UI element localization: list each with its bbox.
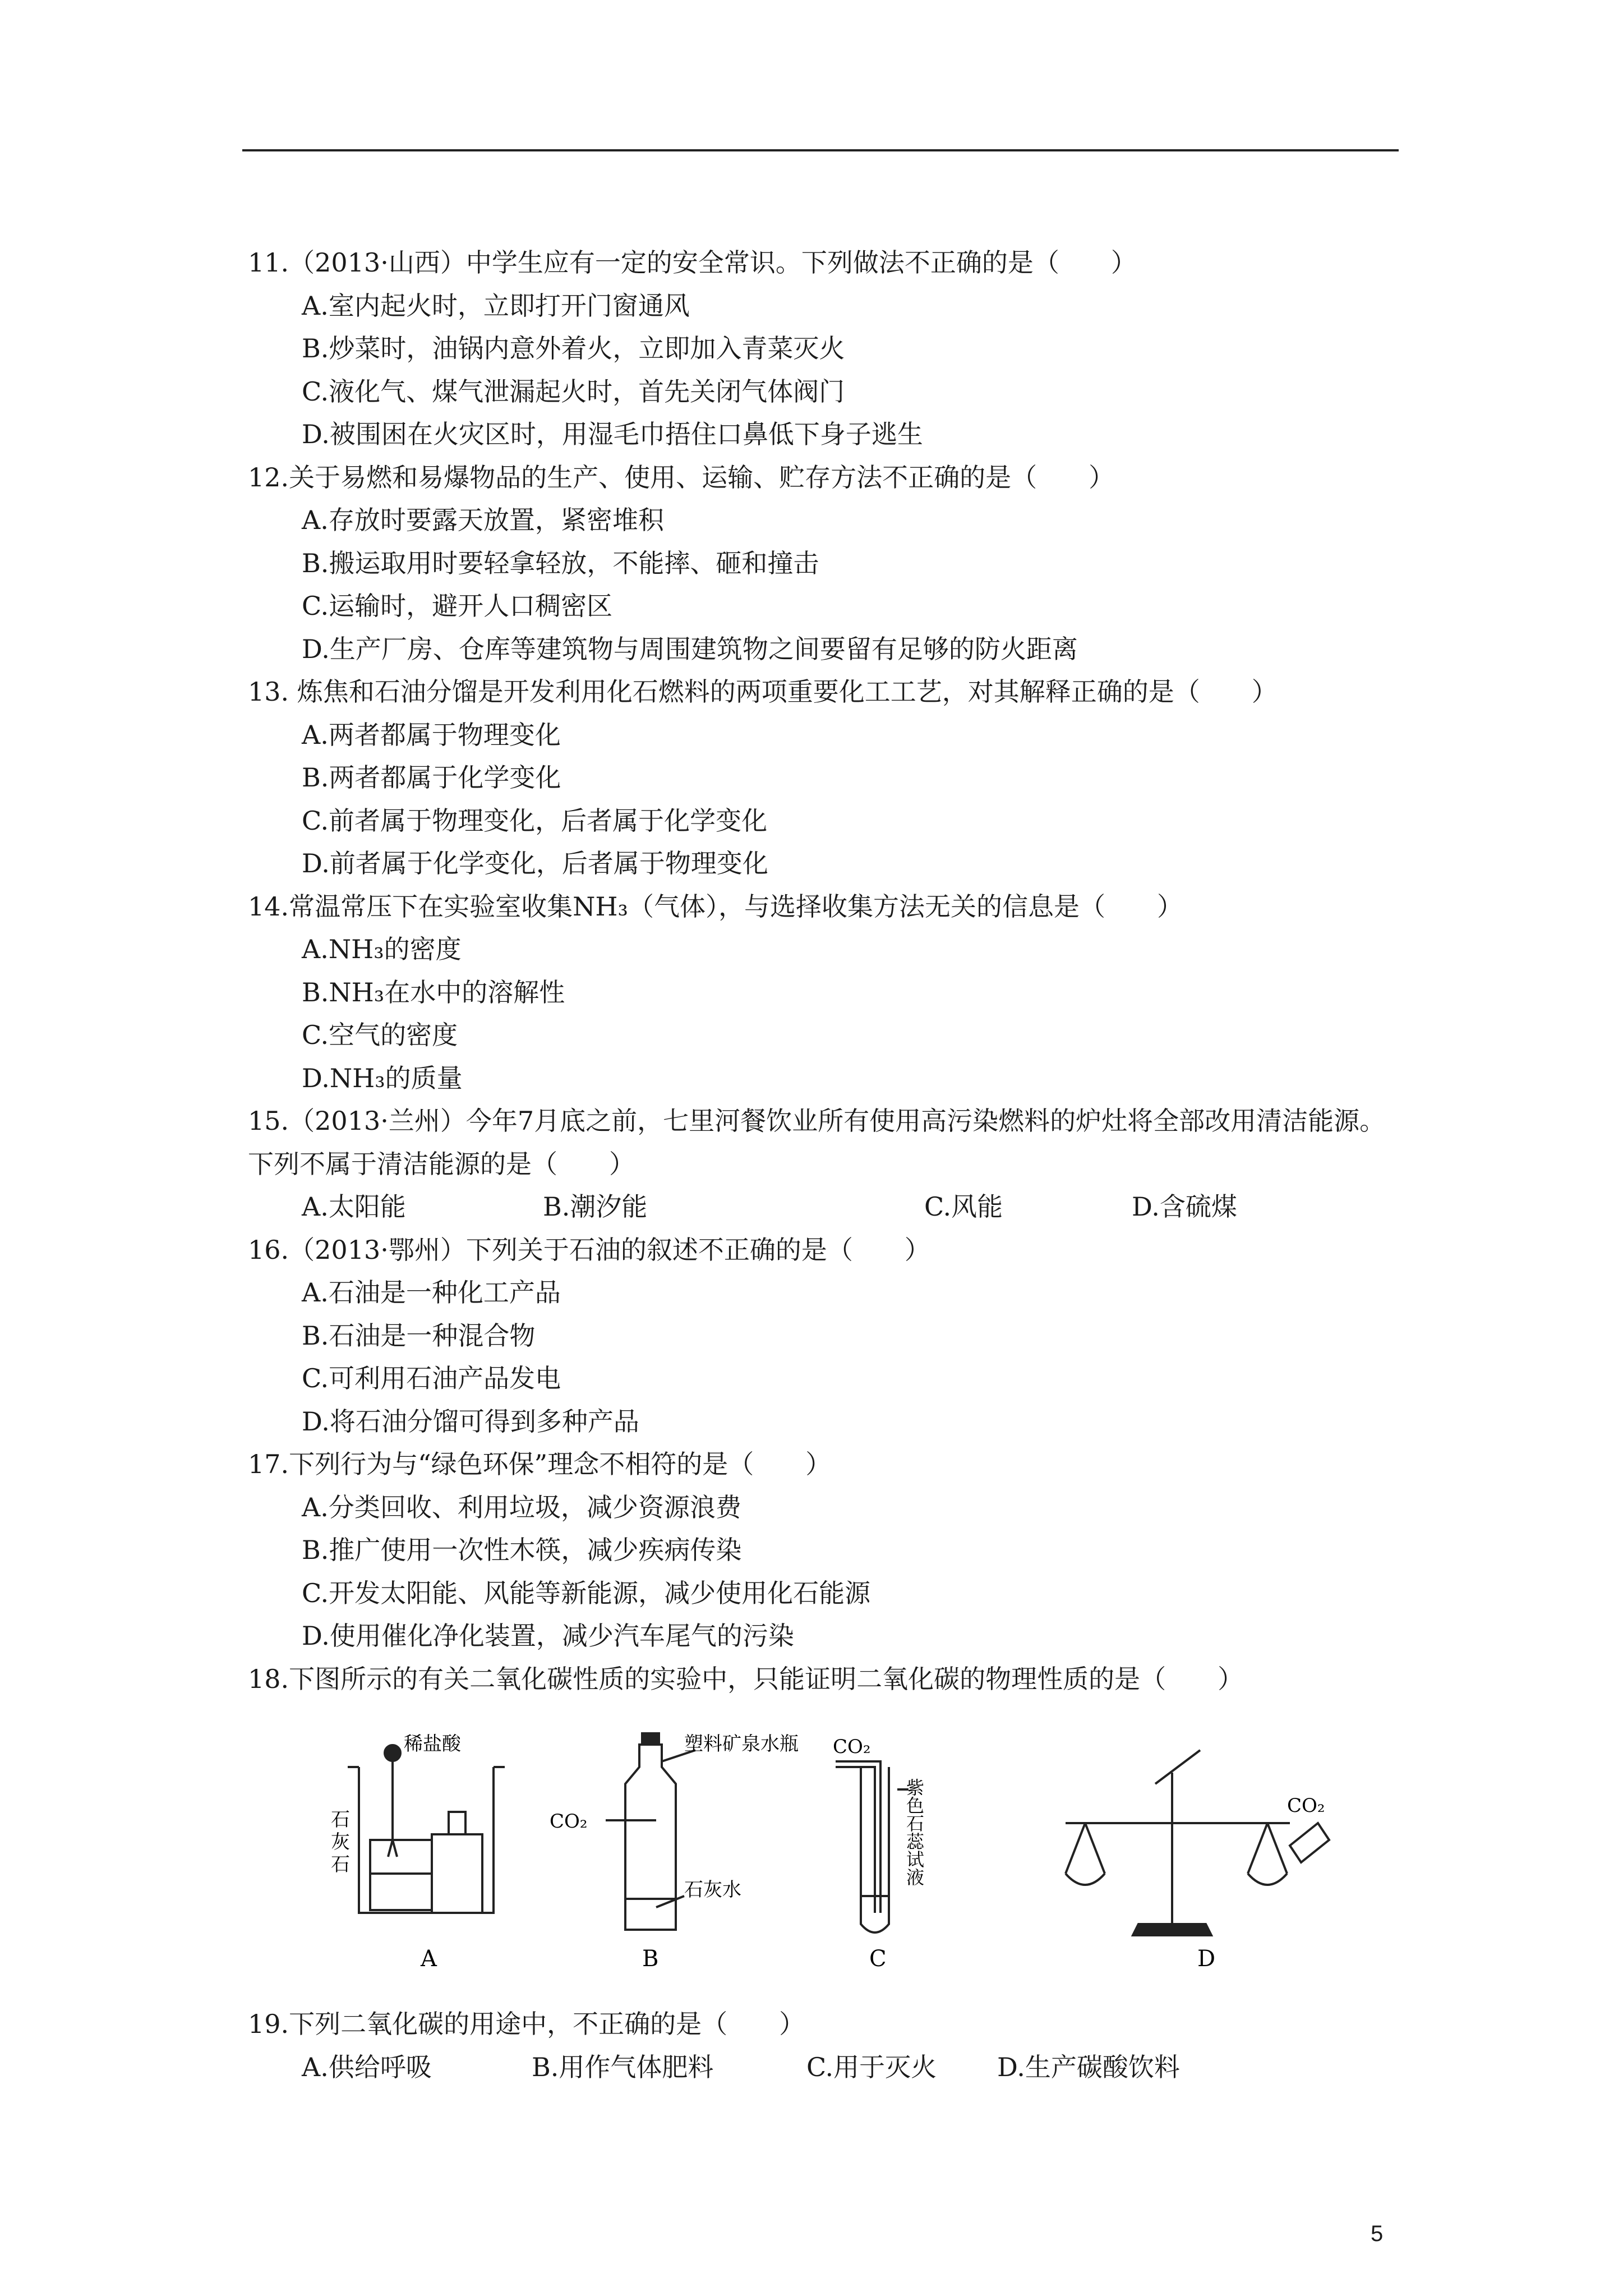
question-stem: 16.（2013·鄂州）下列关于石油的叙述不正确的是（ ） bbox=[248, 1234, 930, 1265]
option-b: B.潮汐能 bbox=[543, 1191, 648, 1222]
question-16 bbox=[248, 1228, 1409, 1443]
figure-a-stone-label-1: 石 bbox=[331, 1809, 350, 1831]
option-c: C.运输时，避开人口稠密区 bbox=[302, 591, 613, 621]
figure-d bbox=[1066, 1750, 1329, 1935]
option-c: C.开发太阳能、风能等新能源，减少使用化石能源 bbox=[302, 1577, 871, 1608]
question-stem: 13. 炼焦和石油分馏是开发利用化石燃料的两项重要化工工艺，对其解释正确的是（ ） bbox=[248, 677, 1278, 707]
question-stem: 14.常温常压下在实验室收集NH₃（气体），与选择收集方法无关的信息是（ ） bbox=[248, 891, 1183, 922]
option-d: D.前者属于化学变化，后者属于物理变化 bbox=[302, 848, 768, 878]
question-18 bbox=[248, 1658, 1409, 1701]
header-rule bbox=[242, 149, 1399, 151]
option-d: D.被围困在火灾区时，用湿毛巾捂住口鼻低下身子逃生 bbox=[302, 419, 923, 449]
figure-a-stone-label-3: 石 bbox=[331, 1853, 350, 1876]
option-a: A.分类回收、利用垃圾，减少资源浪费 bbox=[302, 1492, 741, 1522]
option-a: A.石油是一种化工产品 bbox=[302, 1277, 561, 1308]
option-b: B.用作气体肥料 bbox=[532, 2051, 714, 2082]
option-b: B.推广使用一次性木筷，减少疾病传染 bbox=[302, 1535, 742, 1565]
question-stem: 15.（2013·兰州）今年7月底之前，七里河餐饮业所有使用高污染燃料的炉灶将全部改用清洁能源。下列不属于清洁能源的是（ ） bbox=[248, 1106, 1386, 1179]
option-a: A.太阳能 bbox=[302, 1191, 406, 1222]
option-b: B.石油是一种混合物 bbox=[302, 1320, 536, 1351]
question-12 bbox=[248, 456, 1409, 671]
option-row bbox=[248, 1185, 1409, 1228]
option-b: B.两者都属于化学变化 bbox=[302, 762, 561, 793]
option-d: D.生产厂房、仓库等建筑物与周围建筑物之间要留有足够的防火距离 bbox=[302, 633, 1078, 664]
figure-c-reagent-label: 紫色石蕊试液 bbox=[903, 1778, 925, 1886]
question-11 bbox=[248, 241, 1409, 456]
option-c: C.前者属于物理变化，后者属于化学变化 bbox=[302, 805, 768, 836]
question-stem: 17.下列行为与“绿色环保”理念不相符的是（ ） bbox=[248, 1449, 832, 1479]
figure-b-letter: B bbox=[642, 1946, 659, 1972]
option-a: A.存放时要露天放置，紧密堆积 bbox=[302, 505, 664, 535]
figure-a-acid-label: 稀盐酸 bbox=[404, 1733, 461, 1755]
option-b: B.搬运取用时要轻拿轻放，不能摔、砸和撞击 bbox=[302, 547, 819, 578]
option-b: B.NH₃在水中的溶解性 bbox=[302, 977, 565, 1007]
option-c: C.用于灭火 bbox=[806, 2051, 937, 2082]
option-a: A.室内起火时，立即打开门窗通风 bbox=[302, 290, 690, 321]
option-d: D.NH₃的质量 bbox=[302, 1062, 463, 1093]
figure-b-bottle-label: 塑料矿泉水瓶 bbox=[684, 1733, 799, 1755]
option-d: D.生产碳酸饮料 bbox=[997, 2051, 1180, 2082]
figure-a bbox=[348, 1745, 505, 1913]
option-a: A.供给呼吸 bbox=[302, 2051, 432, 2082]
question-stem: 19.下列二氧化碳的用途中，不正确的是（ ） bbox=[248, 2009, 805, 2039]
figure-c bbox=[836, 1761, 909, 1932]
figure-b-lime-label: 石灰水 bbox=[684, 1879, 741, 1901]
question-17 bbox=[248, 1443, 1409, 1658]
option-d: D.使用催化净化装置，减少汽车尾气的污染 bbox=[302, 1621, 794, 1651]
option-row bbox=[248, 2046, 1409, 2089]
figure-b-gas-label: CO₂ bbox=[550, 1810, 588, 1833]
option-d: D.将石油分馏可得到多种产品 bbox=[302, 1406, 639, 1437]
question-stem: 11.（2013·山西）中学生应有一定的安全常识。下列做法不正确的是（ ） bbox=[248, 247, 1137, 278]
figure-a-letter: A bbox=[421, 1946, 437, 1972]
question-stem: 18.下图所示的有关二氧化碳性质的实验中，只能证明二氧化碳的物理性质的是（ ） bbox=[248, 1663, 1244, 1694]
question-15 bbox=[248, 1099, 1409, 1228]
option-c: C.液化气、煤气泄漏起火时，首先关闭气体阀门 bbox=[302, 376, 845, 407]
option-d: D.含硫煤 bbox=[1132, 1191, 1237, 1222]
question-13 bbox=[248, 670, 1409, 885]
question-list bbox=[248, 241, 1409, 1700]
figure-b bbox=[606, 1733, 695, 1930]
figure-d-gas-label: CO₂ bbox=[1287, 1795, 1325, 1817]
page-number: 5 bbox=[1371, 2221, 1384, 2246]
figure-c-letter: C bbox=[869, 1946, 887, 1972]
figure-d-letter: D bbox=[1197, 1946, 1216, 1972]
option-a: A.两者都属于物理变化 bbox=[302, 719, 561, 750]
figure-c-gas-label: CO₂ bbox=[833, 1736, 871, 1758]
question-stem: 12.关于易燃和易爆物品的生产、使用、运输、贮存方法不正确的是（ ） bbox=[248, 462, 1115, 493]
question-14 bbox=[248, 885, 1409, 1100]
option-c: C.可利用石油产品发电 bbox=[302, 1363, 561, 1393]
question-19 bbox=[248, 2003, 1409, 2088]
option-b: B.炒菜时，油锅内意外着火，立即加入青菜灭火 bbox=[302, 333, 845, 364]
experiment-figures bbox=[314, 1728, 1380, 1980]
figure-a-stone-label-2: 灰 bbox=[331, 1831, 350, 1853]
option-c: C.空气的密度 bbox=[302, 1020, 458, 1050]
option-a: A.NH₃的密度 bbox=[302, 934, 462, 964]
option-c: C.风能 bbox=[924, 1191, 1003, 1222]
